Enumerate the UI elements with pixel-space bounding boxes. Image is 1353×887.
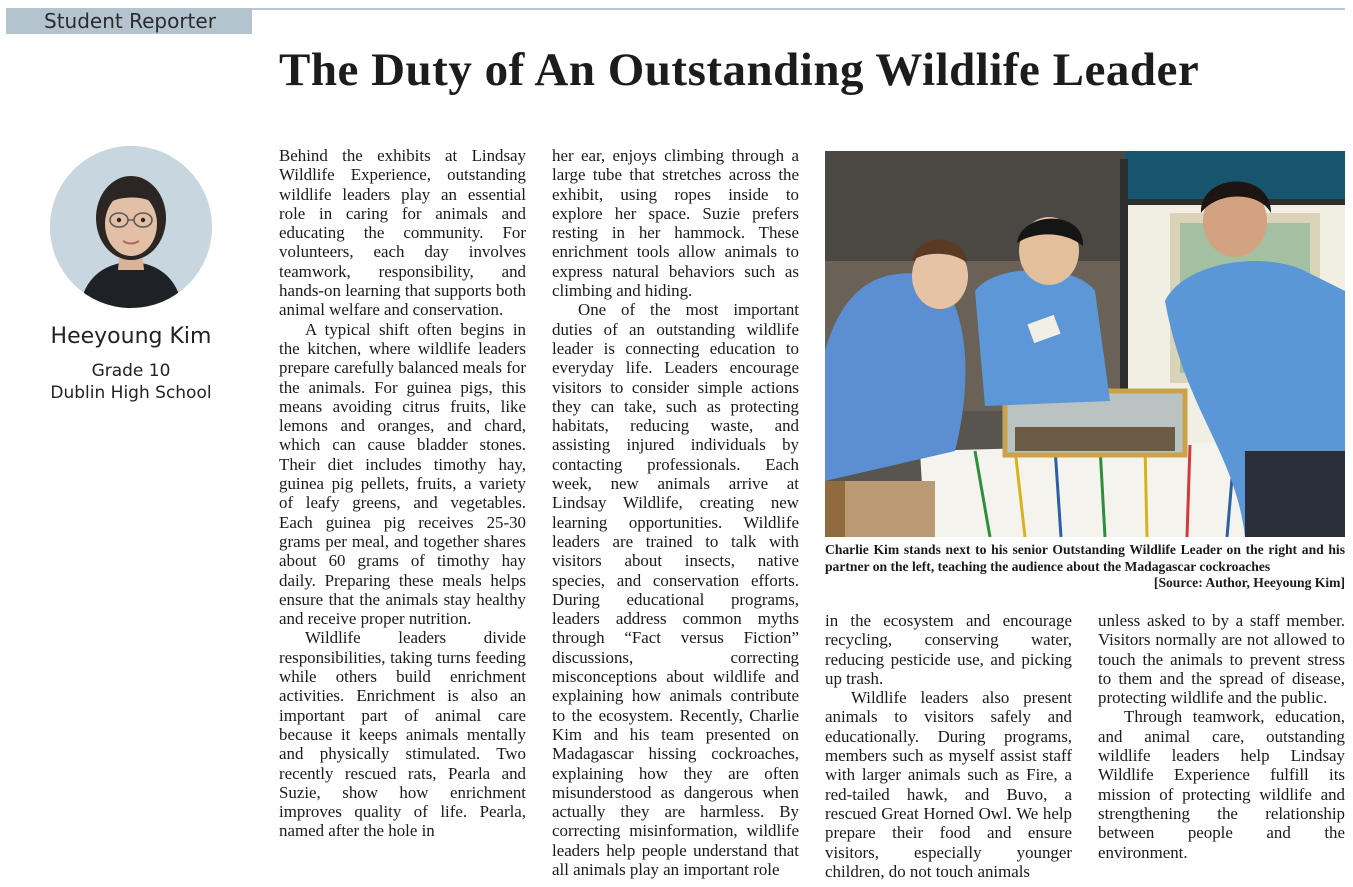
paragraph: Wildlife leaders also present animals to visitors safely and educationally. During programs, members such as myself assist staff with larger animals such as Fire, a red-tailed hawk, and Buvo, a rescued Great Horned Owl. We help prepare their food and ensure visitors, especially younger children, do not touch animals <box>825 688 1072 881</box>
paragraph: in the ecosystem and encourage recycling, conserving water, reducing pesticide use, and picking up trash. <box>825 611 1072 688</box>
paragraph: unless asked to by a staff member. Visitors normally are not allowed to touch the animals to prevent stress to them and the spread of disease, protecting wildlife and the public. <box>1098 611 1345 708</box>
paragraph: Wildlife leaders divide responsibilities, taking turns feeding while others build enrichment activities. Enrichment is also an important part of animal care because it keeps animals mentally and physically stimulated. Two recently rescued rats, Pearla and Suzie, show how enrichment improves quality of life. Pearla, named after the hole in <box>279 628 526 841</box>
photo-students-exhibit <box>825 151 1345 537</box>
section-label: Student Reporter <box>6 8 252 34</box>
article-photo <box>825 151 1345 537</box>
paragraph: A typical shift often begins in the kitchen, where wildlife leaders prepare carefully balanced meals for the animals. For guinea pigs, this means avoiding citrus fruits, like lemons and oranges, and chard, which can cause bladder stones. Their diet includes timothy hay, guinea pig pellets, fruits, a variety of leafy greens, and vegetables. Each guinea pig receives 25-30 grams per meal, and together shares about 60 grams of timothy hay daily. Preparing these meals helps ensure that the animals stay healthy and receive proper nutrition. <box>279 319 526 629</box>
photo-caption <box>825 542 1345 592</box>
author-name: Heeyoung Kim <box>50 324 212 349</box>
paragraph: One of the most important duties of an outstanding wildlife leader is connecting education to everyday life. Leaders encourage visitors to consider simple actions they can take, such as protecting habitats, reducing waste, and assisting injured individuals by contacting professionals. Each week, new animals arrive at Lindsay Wildlife, creating new learning opportunities. Wildlife leaders are trained to talk with visitors about insects, native species, and conservation efforts. During educational programs, leaders address common myths through “Fact versus Fiction” discussions, correcting misconceptions about wildlife and explaining how animals contribute to the ecosystem. Recently, Charlie Kim and his team presented on Madagascar hissing cockroaches, explaining how they are often misunderstood as dangerous when actually they are harmless. By correcting misinformation, wildlife leaders help people understand that all animals play an important role <box>552 300 799 879</box>
paragraph: Behind the exhibits at Lindsay Wildlife Experience, outstanding wildlife leaders play an essential role in caring for animals and educating the community. For volunteers, each day involves teamwork, responsibility, and hands-on learning that supports both animal welfare and conservation. <box>279 146 526 320</box>
author-photo-illustration <box>50 146 212 308</box>
paragraph: her ear, enjoys climbing through a large tube that stretches across the exhibit, using ropes inside to explore her space. Suzie prefers resting in her hammock. These enrichment tools allow animals to express natural behaviors such as climbing and hiding. <box>552 146 799 301</box>
article-column-2 <box>552 146 799 879</box>
article-headline: The Duty of An Outstanding Wildlife Leader <box>279 44 1200 96</box>
photo-credit: [Source: Author, Heeyoung Kim] <box>1153 575 1345 591</box>
caption-text: Charlie Kim stands next to his senior Outstanding Wildlife Leader on the right and his partner on the left, teaching the audience about the Madagascar cockroaches <box>825 542 1345 574</box>
author-school: Dublin High School <box>50 383 212 403</box>
article-column-1 <box>279 146 526 841</box>
author-portrait <box>50 146 212 308</box>
article-column-3 <box>825 611 1072 881</box>
author-grade: Grade 10 <box>91 361 171 381</box>
article-column-4 <box>1098 611 1345 862</box>
paragraph: Through teamwork, education, and animal care, outstanding wildlife leaders help Lindsay Wildlife Experience fulfill its mission of protecting wildlife and strengthening the relationship between people and the environment. <box>1098 707 1345 862</box>
